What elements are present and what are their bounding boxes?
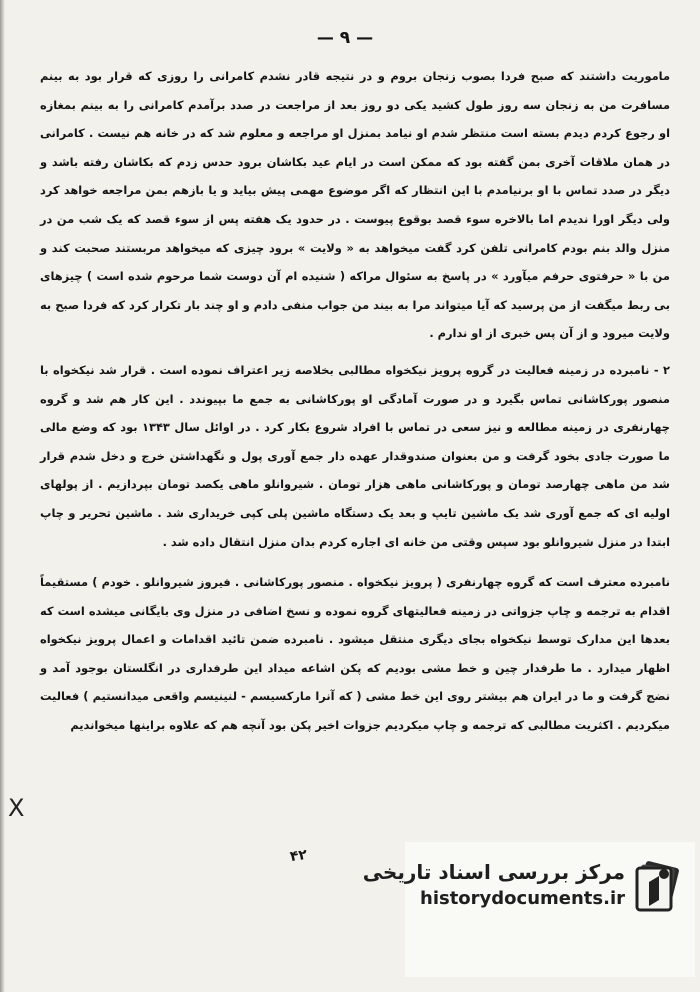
paragraph-item-2: ۲ - نامبرده در زمینه فعالیت در گروه پرویز نیکخواه مطالبی بخلاصه زیر اعتراف نموده است . قرار شد نیکخواه با منصور پورکاشانی تماس بگیرد و در صورت آمادگی او پورکاشانی به جمع ما بپیوندد . این کار هم شد و گروه چهارنفری در زمینه مطالعه و نیز سعی در تماس با افراد شروع بکار کرد . در اوائل سال ۱۳۴۳ بود که وضع مالی ما صورت جادی بخود گرفت و من بعنوان صندوقدار عهده دار جمع آوری پول و نگهداشتن خرج و دخل شدم قرار شد من ماهی چهارصد تومان و پورکاشانی ماهی هزار تومان . شیروانلو ماهی یکصد تومان بپردازیم . از پولهای اولیه ای که جمع آوری شد یک ماشین تایپ و بعد یک دستگاه ماشین پلی کپی خریداری شد . ماشین تحریر و چاپ ابتدا در منزل شیروانلو بود سپس وقتی من خانه ای اجاره کردم بدان منزل انتقال داده شد . [40,362,670,549]
paragraph-intro: ما‌مور‌یت داشتند که صبح فردا بصوب زنجان بروم و در نتیجه قادر نشدم کامرانی را روزی که قرار بود به بینم مسافرت من به زنجان سه روز طول کشید یکی دو روز بعد از مراجعت در صدد برآمدم کامرانی را به بینم بمغازه او رجوع کردم دیدم بسته است منتظر شدم او نیامد بمنزل او مراجعه و معلوم شد که در خانه هم نیست . کامرانی در همان ملاقات آخری بمن گفته بود که ممکن است در ایام عید بکاشان برود حدس زدم که بکاشان رفته باشد و دیگر در صدد تماس با او برنیامدم با این انتظار که اگر موضوع مهمی پیش بیاید و یا بازهم بمن مراجعه خواهد کرد ولی دیگر اورا ندیدم اما بالاخره سوء قصد بوقوع پیوست . در حدود یک هفته پس از سوء قصد که یک شب من در منزل والد بنم بودم کامرانی تلفن کرد گفت میخواهد به « ولایت » برود چیزی که میخواهد مربستند صحبت کند و من با « حرفتوی حرفم میآورد » در پاسخ به سئوال مراکه ( شنیده ام آن دوست شما مرحوم شده است ) چیزهای بی ربط میگفت از من پرسید که آیا میتواند مرا به بیند من جواب منفی دادم و او چند بار تکرار کرد که فردا صبح به ولایت میرود و از آن پس خبری از او ندارم . [40,69,670,341]
handwritten-page-mark: ۴۲ [288,846,309,866]
watermark-url: historydocuments.ir [420,888,625,909]
paragraph-confession: نامبرده معترف است که گروه چهارنفری ( پرویز نیکخواه . منصور پورکاشانی . فیروز شیروانلو . خودم ) مستقیماً اقدام به ترجمه و چاپ جزواتی در زمینه فعالیتهای گروه نموده و نسخ اضافی در منزل وی بایگانی میشده است که بعدها این مدارک توسط نیکخواه بجای دیگری منتقل میشود . نامبرده ضمن تا‌ئید اقدامات و اعمال پرویز نیکخواه اظهار میدارد . ما طرفدار چین و خط مشی بودیم که پکن اشاعه میداد این طرفداری در انگلستان بوجود آمد و نضج گرفت و ما در ایران هم بیشتر روی این خط مشی ( که آنرا مارکسیسم - لنینیسم واقعی میدانستیم ) فعالیت میکردیم . اکثریت مطالبی که ترجمه و چاپ میکردیم جزوات اخیر پکن بود آنچه هم که علاوه براینها میخواندیم [40,575,670,733]
document-body [40,62,670,740]
watermark [362,842,695,977]
page-number: — ۹ — [316,28,374,48]
watermark-title: مرکز بررسی اسناد تاریخی [362,860,625,884]
scan-edge-shadow [0,0,5,992]
document-stack-icon [627,854,691,918]
margin-x-mark: X [8,794,25,822]
